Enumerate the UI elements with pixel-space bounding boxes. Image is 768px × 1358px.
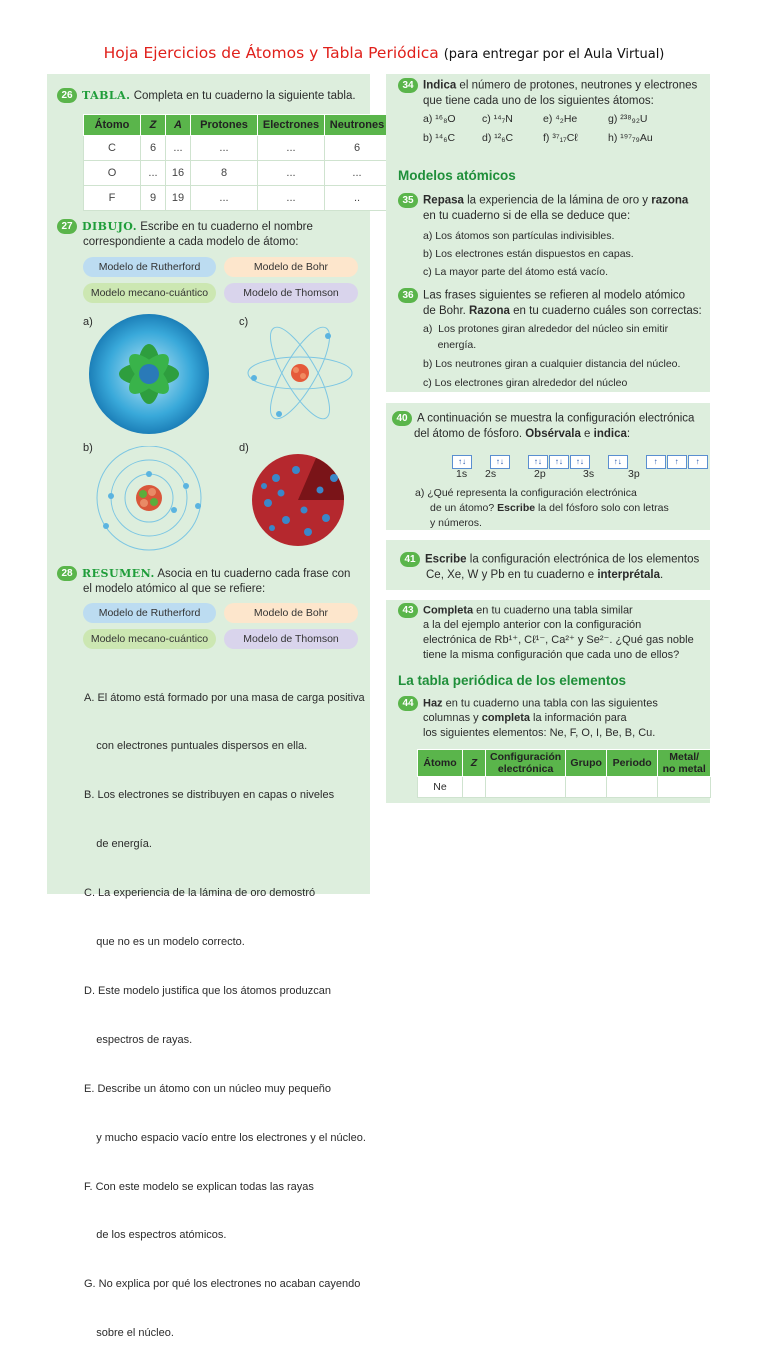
question-text: el modelo atómico al que se refiere: xyxy=(83,583,266,595)
question-41 xyxy=(400,552,699,583)
list-item: E. Describe un átomo con un núcleo muy pequeño xyxy=(84,1082,332,1095)
thomson-model-image xyxy=(246,448,358,548)
cell xyxy=(566,777,607,798)
col-header: A xyxy=(166,115,191,136)
question-text: la del fósforo solo con letras xyxy=(535,502,669,514)
question-text: electrónica de Rb¹⁺, Cℓ¹⁻, Ca²⁺ y Se²⁻. ¿Qué gas noble xyxy=(423,634,694,647)
cell: ... xyxy=(325,161,390,186)
col-header: Electrones xyxy=(258,115,325,136)
cell xyxy=(463,777,486,798)
question-number: 43 xyxy=(398,603,418,618)
question-text: columnas y xyxy=(423,712,482,725)
col-header: Grupo xyxy=(566,750,607,777)
model-pill-bohr: Modelo de Bohr xyxy=(224,257,358,277)
bold-text: completa xyxy=(481,712,530,725)
question-text: tiene la misma configuración que cada uno de ellos? xyxy=(423,649,680,662)
model-pill-bohr: Modelo de Bohr xyxy=(224,603,358,623)
model-pill-quantum: Modelo mecano-cuántico xyxy=(83,629,216,649)
question-number: 44 xyxy=(398,696,418,711)
question-text: Completa en tu cuaderno la siguiente tabla. xyxy=(133,90,356,102)
bold-text: Escribe xyxy=(425,553,467,566)
cell: ... xyxy=(258,186,325,211)
col-header: Neutrones xyxy=(325,115,390,136)
atom-a: a) ¹⁶₈O xyxy=(423,113,456,125)
list-item: con electrones puntuales dispersos en ella. xyxy=(84,740,308,753)
question-number: 26 xyxy=(57,88,77,103)
question-text: en tu cuaderno si de ella se deduce que: xyxy=(423,209,631,222)
question-text: la configuración electrónica de los elementos xyxy=(466,553,700,566)
question-text: el número de protones, neutrones y electrones xyxy=(456,79,698,92)
question-text: la experiencia de la lámina de oro y xyxy=(463,194,652,207)
orbital-box: ↑↓ xyxy=(452,455,472,469)
list-item: C. La experiencia de la lámina de oro demostró xyxy=(84,887,316,900)
cell xyxy=(607,777,658,798)
question-number: 41 xyxy=(400,552,420,567)
option: a) Los protones giran alrededor del núcleo sin emitir xyxy=(423,323,669,335)
rutherford-model-image xyxy=(244,318,356,428)
list-item: G. No explica por qué los electrones no acaban cayendo xyxy=(84,1278,361,1291)
question-27 xyxy=(57,219,313,250)
atom-c: c) ¹⁴₇N xyxy=(482,113,513,125)
question-text: correspondiente a cada modelo de átomo: xyxy=(83,236,299,248)
list-item: espectros de rayas. xyxy=(84,1033,193,1046)
orbital-box: ↑↓ xyxy=(528,455,548,469)
label-a: a) xyxy=(83,316,93,328)
bold-text: indica xyxy=(593,427,627,440)
option: energía. xyxy=(423,339,477,351)
list-item: A. El átomo está formado por una masa de carga positiva xyxy=(84,691,365,704)
title-main: Hoja Ejercicios de Átomos y Tabla Periódica xyxy=(103,44,439,62)
bohr-model-image xyxy=(86,446,214,556)
question-text: Las frases siguientes se refieren al modelo atómico xyxy=(423,289,686,302)
orbital-box: ↑↓ xyxy=(570,455,590,469)
question-number: 34 xyxy=(398,78,418,93)
table-row xyxy=(84,136,390,161)
list-item: de energía. xyxy=(84,838,152,851)
list-item: y mucho espacio vacío entre los electrones y el núcleo. xyxy=(84,1131,366,1144)
cell: ... xyxy=(141,161,166,186)
col-header: Metal/ no metal xyxy=(658,750,711,777)
keyword: DIBUJO. xyxy=(82,220,138,233)
bold-text: razona xyxy=(651,194,689,207)
orbital-box: ↑↓ xyxy=(490,455,510,469)
section-title-modelos: Modelos atómicos xyxy=(398,168,516,183)
question-text: la información para xyxy=(530,712,627,725)
question-number: 35 xyxy=(398,193,418,208)
cell xyxy=(658,777,711,798)
question-text: y números. xyxy=(430,517,482,529)
bold-text: Escribe xyxy=(497,502,536,514)
option: c) La mayor parte del átomo está vacío. xyxy=(423,266,609,278)
section-title-tabla: La tabla periódica de los elementos xyxy=(398,673,627,688)
question-43 xyxy=(398,603,694,663)
orbital-label: 2s xyxy=(485,468,497,480)
cell: Ne xyxy=(418,777,463,798)
question-number: 28 xyxy=(57,566,77,581)
question-34 xyxy=(398,78,697,109)
cell: .. xyxy=(325,186,390,211)
table-row xyxy=(84,186,390,211)
bold-text: Repasa xyxy=(423,194,464,207)
orbital-box: ↑↓ xyxy=(549,455,569,469)
question-number: 40 xyxy=(392,411,412,426)
orbital-label: 3p xyxy=(628,468,640,480)
model-pill-thomson: Modelo de Thomson xyxy=(224,629,358,649)
model-pill-rutherford: Modelo de Rutherford xyxy=(83,257,216,277)
question-text: : xyxy=(626,427,631,440)
question-44 xyxy=(398,696,658,741)
keyword: RESUMEN. xyxy=(82,567,155,580)
orbital-label: 2p xyxy=(534,468,546,480)
cell: O xyxy=(84,161,141,186)
col-header: Periodo xyxy=(607,750,658,777)
statements-list xyxy=(84,657,368,1358)
table-row xyxy=(84,161,390,186)
bold-text: Indica xyxy=(423,79,457,92)
question-text: de un átomo? xyxy=(430,502,498,514)
question-36 xyxy=(398,288,702,319)
label-c: c) xyxy=(239,316,249,328)
question-text: e xyxy=(580,427,594,440)
atom-g: g) ²³⁸₉₂U xyxy=(608,113,648,125)
model-pill-rutherford: Modelo de Rutherford xyxy=(83,603,216,623)
question-28 xyxy=(57,566,350,597)
list-item: de los espectros atómicos. xyxy=(84,1229,227,1242)
col-header: Átomo xyxy=(418,750,463,777)
cell: ... xyxy=(191,136,258,161)
bold-text: Completa xyxy=(423,604,474,617)
orbital-box: ↑ xyxy=(667,455,687,469)
question-text: en tu cuaderno una tabla con las siguientes xyxy=(442,697,658,710)
list-item: F. Con este modelo se explican todas las rayas xyxy=(84,1180,314,1193)
keyword: TABLA. xyxy=(82,89,131,102)
question-40a xyxy=(415,486,669,531)
orbital-box: ↑ xyxy=(688,455,708,469)
cell xyxy=(486,777,566,798)
question-text: a) ¿Qué representa la configuración electrónica xyxy=(415,487,637,499)
orbital-label: 1s xyxy=(456,468,468,480)
model-pill-quantum: Modelo mecano-cuántico xyxy=(83,283,216,303)
cell: ... xyxy=(166,136,191,161)
question-text: A continuación se muestra la configuración electrónica xyxy=(417,412,695,425)
col-header: Z xyxy=(141,115,166,136)
question-number: 36 xyxy=(398,288,418,303)
atom-table xyxy=(83,114,390,211)
cell: 16 xyxy=(166,161,191,186)
question-text: . xyxy=(659,568,664,581)
label-b: b) xyxy=(83,442,93,454)
table-row xyxy=(418,777,711,798)
cell: ... xyxy=(258,161,325,186)
question-text: del átomo de fósforo. xyxy=(414,427,526,440)
atom-b: b) ¹⁴₆C xyxy=(423,132,456,144)
bold-text: Haz xyxy=(423,697,443,710)
col-header: Átomo xyxy=(84,115,141,136)
cell: 6 xyxy=(325,136,390,161)
orbital-box: ↑↓ xyxy=(608,455,628,469)
model-pill-thomson: Modelo de Thomson xyxy=(224,283,358,303)
col-header: Configuración electrónica xyxy=(486,750,566,777)
question-text: Asocia en tu cuaderno cada frase con xyxy=(157,568,351,580)
list-item: B. Los electrones se distribuyen en capas o niveles xyxy=(84,789,335,802)
page-title xyxy=(0,44,768,62)
question-text: Escribe en tu cuaderno el nombre xyxy=(140,221,313,233)
option: b) Los neutrones giran a cualquier distancia del núcleo. xyxy=(423,358,681,370)
question-40 xyxy=(392,411,694,442)
question-text: de Bohr. xyxy=(423,304,470,317)
quantum-model-image xyxy=(84,312,214,437)
question-35 xyxy=(398,193,688,224)
cell: 8 xyxy=(191,161,258,186)
atom-e: e) ⁴₂He xyxy=(543,113,578,125)
atom-f: f) ³⁷₁₇Cℓ xyxy=(543,132,578,144)
bold-text: Razona xyxy=(469,304,510,317)
cell: ... xyxy=(258,136,325,161)
question-number: 27 xyxy=(57,219,77,234)
option: a) Los átomos son partículas indivisibles. xyxy=(423,230,615,242)
list-item: sobre el núcleo. xyxy=(84,1327,174,1340)
question-text: en tu cuaderno cuáles son correctas: xyxy=(509,304,702,317)
atom-h: h) ¹⁹⁷₇₉Au xyxy=(608,132,653,144)
question-26 xyxy=(57,88,356,104)
elements-table xyxy=(417,749,711,798)
title-note: (para entregar por el Aula Virtual) xyxy=(443,47,665,62)
cell: F xyxy=(84,186,141,211)
orbital-box: ↑ xyxy=(646,455,666,469)
question-text: en tu cuaderno una tabla similar xyxy=(473,604,633,617)
list-item: que no es un modelo correcto. xyxy=(84,936,245,949)
col-header: Protones xyxy=(191,115,258,136)
cell: 6 xyxy=(141,136,166,161)
option: c) Los electrones giran alrededor del núcleo xyxy=(423,377,628,389)
bold-text: Obsérvala xyxy=(525,427,581,440)
orbital-label: 3s xyxy=(583,468,595,480)
cell: 9 xyxy=(141,186,166,211)
col-header: Z xyxy=(463,750,486,777)
cell: C xyxy=(84,136,141,161)
cell: ... xyxy=(191,186,258,211)
option: b) Los electrones están dispuestos en capas. xyxy=(423,248,634,260)
question-text: Ce, Xe, W y Pb en tu cuaderno e xyxy=(426,568,598,581)
bold-text: interprétala xyxy=(597,568,660,581)
question-text: que tiene cada uno de los siguientes átomos: xyxy=(423,94,654,107)
atom-d: d) ¹²₆C xyxy=(482,132,514,144)
cell: 19 xyxy=(166,186,191,211)
list-item: D. Este modelo justifica que los átomos produzcan xyxy=(84,984,332,997)
question-text: a la del ejemplo anterior con la configuración xyxy=(423,619,642,632)
question-text: los siguientes elementos: Ne, F, O, I, Be, B, Cu. xyxy=(423,727,656,740)
label-d: d) xyxy=(239,442,249,454)
